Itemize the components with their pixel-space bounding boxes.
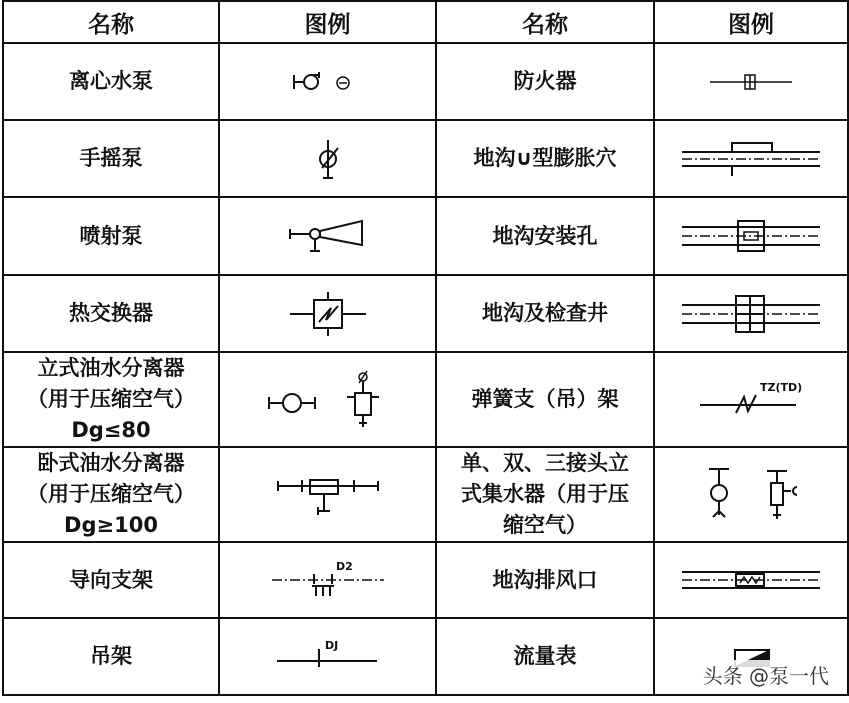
item-name: 立式油水分离器 （用于压缩空气） Dg≤80 (3, 352, 219, 447)
item-name: 导向支架 (3, 542, 219, 618)
item-name: 卧式油水分离器 （用于压缩空气） Dg≥100 (3, 447, 219, 542)
guide-support-code: D2 (335, 560, 353, 573)
table-row (3, 120, 848, 197)
table-row (3, 542, 848, 618)
trench-air-vent-icon (654, 542, 848, 618)
legend-table (2, 0, 849, 696)
header-symbol-right: 图例 (654, 1, 848, 43)
item-name: 喷射泵 (3, 197, 219, 275)
table-row (3, 197, 848, 275)
flame-arrester-icon (654, 43, 848, 120)
spring-support-icon (654, 352, 848, 447)
header-name-right: 名称 (436, 1, 654, 43)
table-row (3, 447, 848, 542)
trench-u-expansion-icon (654, 120, 848, 197)
vertical-oil-water-separator-icon (219, 352, 436, 447)
spring-support-code: TZ(TD) (760, 380, 803, 394)
table-row (3, 275, 848, 352)
vertical-water-collector-icon (654, 447, 848, 542)
guide-support-icon (219, 542, 436, 618)
item-name: 热交换器 (3, 275, 219, 352)
header-symbol-left: 图例 (219, 1, 436, 43)
trench-inspection-well-icon (654, 275, 848, 352)
item-name: 地沟安装孔 (436, 197, 654, 275)
hanger-icon (219, 618, 436, 695)
item-name: 吊架 (3, 618, 219, 695)
item-name: 流量表 (436, 618, 654, 695)
table-row (3, 352, 848, 447)
heat-exchanger-icon (219, 275, 436, 352)
item-name: 地沟∪型膨胀穴 (436, 120, 654, 197)
header-row (3, 1, 848, 43)
watermark-text: 头条 @泵一代 (699, 660, 833, 689)
item-name: 离心水泵 (3, 43, 219, 120)
item-name: 单、双、三接头立 式集水器（用于压 缩空气） (436, 447, 654, 542)
item-name: 弹簧支（吊）架 (436, 352, 654, 447)
trench-install-hole-icon (654, 197, 848, 275)
item-name: 地沟及检查井 (436, 275, 654, 352)
header-name-left: 名称 (3, 1, 219, 43)
hand-pump-icon (219, 120, 436, 197)
item-name: 手摇泵 (3, 120, 219, 197)
table-row (3, 43, 848, 120)
jet-pump-icon (219, 197, 436, 275)
item-name: 地沟排风口 (436, 542, 654, 618)
centrifugal-pump-icon (219, 43, 436, 120)
item-name: 防火器 (436, 43, 654, 120)
horizontal-oil-water-separator-icon (219, 447, 436, 542)
hanger-code: DJ (324, 638, 338, 652)
